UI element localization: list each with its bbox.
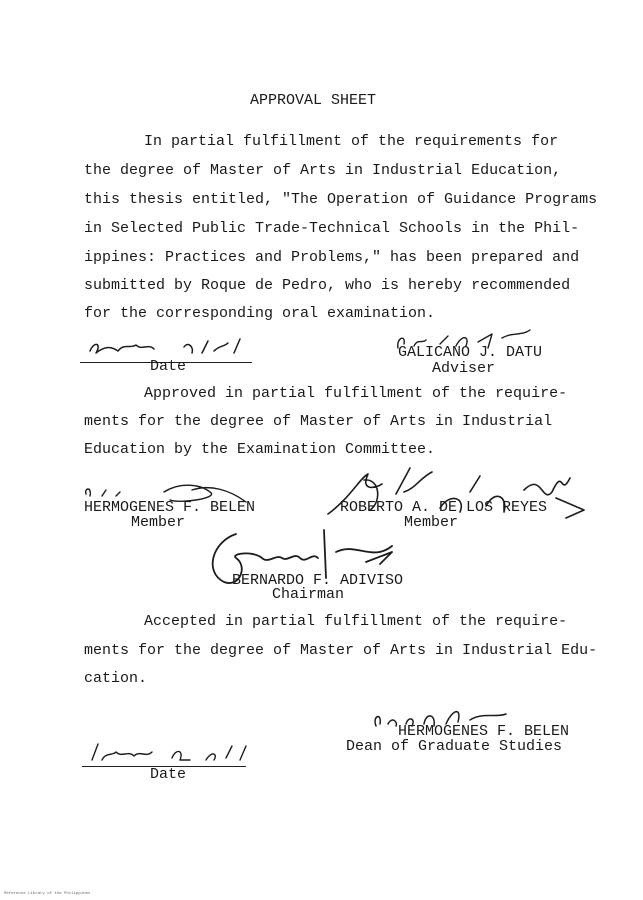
adviser-name: GALICANO J. DATU <box>398 344 543 361</box>
paragraph-1-line-3: this thesis entitled, "The Operation of Guidance Programs <box>84 191 598 208</box>
page-title: APPROVAL SHEET <box>250 92 377 109</box>
adviser-date-label: Date <box>150 358 187 375</box>
paragraph-3-line-1: Accepted in partial fulfillment of the require- <box>144 613 568 630</box>
member-2-role: Member <box>404 514 459 531</box>
paragraph-2-line-2: ments for the degree of Master of Arts in Industrial <box>84 413 553 430</box>
member-1-name: HERMOGENES F. BELEN <box>84 499 256 516</box>
dean-date-label: Date <box>150 766 187 783</box>
paragraph-2-line-3: Education by the Examination Committee. <box>84 441 436 458</box>
paragraph-1-line-4: in Selected Public Trade-Technical Schools in the Phil- <box>84 220 580 237</box>
member-2-name: ROBERTO A. DE LOS REYES <box>340 499 548 516</box>
paragraph-1-line-7: for the corresponding oral examination. <box>84 305 436 322</box>
paragraph-3-line-3: cation. <box>84 670 148 687</box>
paragraph-2-line-1: Approved in partial fulfillment of the require- <box>144 385 568 402</box>
dean-name: HERMOGENES F. BELEN <box>398 723 570 740</box>
paragraph-3-line-2: ments for the degree of Master of Arts in Industrial Edu- <box>84 642 598 659</box>
chairman-role: Chairman <box>272 586 345 603</box>
chairman-name: BERNARDO F. ADIVISO <box>232 572 404 589</box>
dean-handwritten-date <box>86 738 256 768</box>
footer-watermark: Reference Library of the Philippines <box>4 892 91 896</box>
paragraph-1-line-1: In partial fulfillment of the requirements for <box>144 133 559 150</box>
adviser-role: Adviser <box>432 360 496 377</box>
paragraph-1-line-2: the degree of Master of Arts in Industrial Education, <box>84 162 562 179</box>
dean-role: Dean of Graduate Studies <box>346 738 563 755</box>
paragraph-1-line-6: submitted by Roque de Pedro, who is hereby recommended <box>84 277 571 294</box>
paragraph-1-line-5: ippines: Practices and Problems," has been prepared and <box>84 249 580 266</box>
member-1-role: Member <box>131 514 186 531</box>
